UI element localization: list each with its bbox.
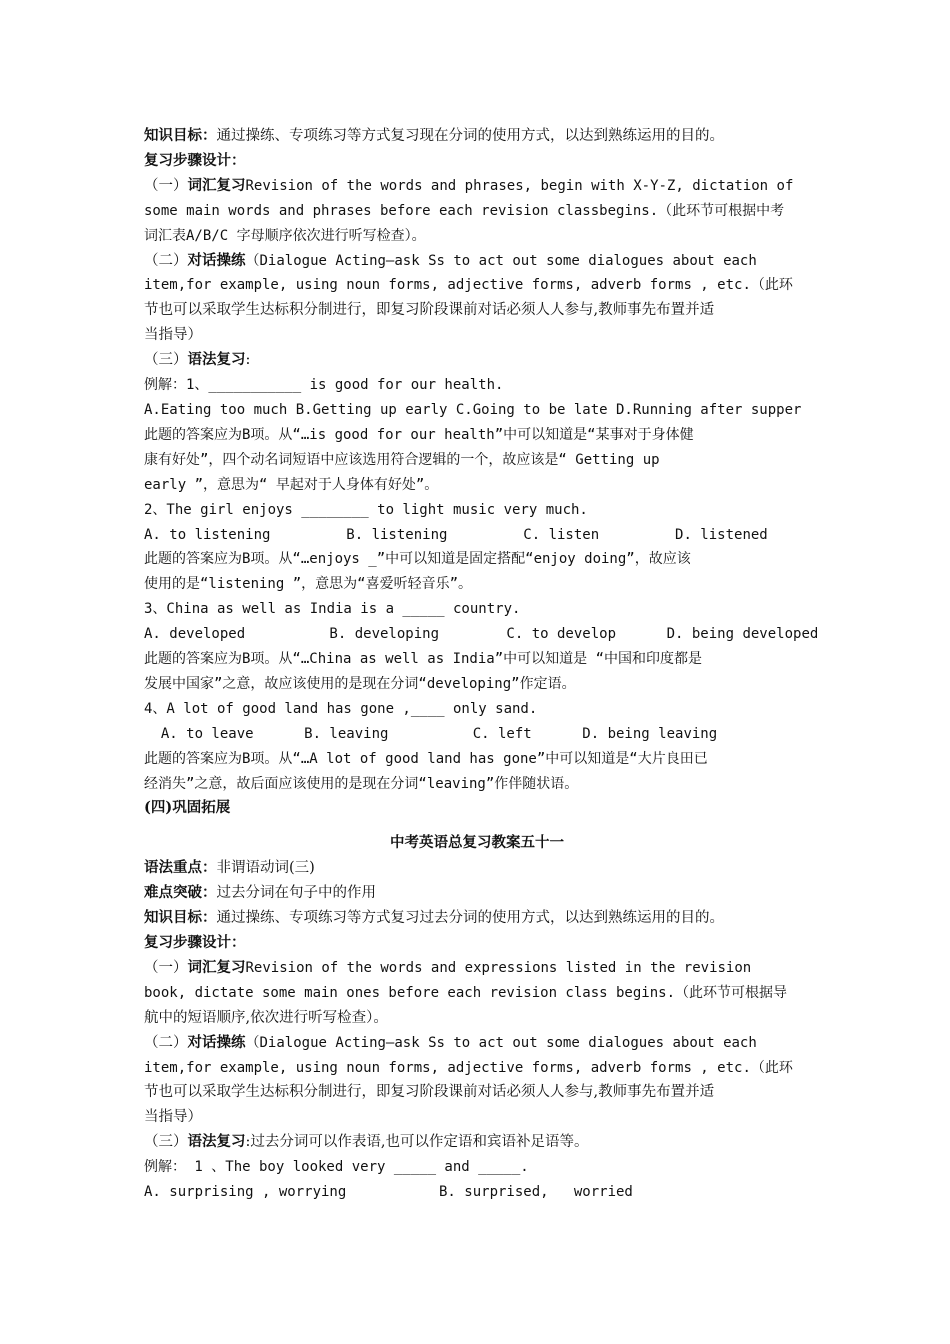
grammar-focus-line: 语法重点：非谓语动词(三) <box>144 859 315 877</box>
objective-line: 知识目标：通过操练、专项练习等方式复习现在分词的使用方式，以达到熟练运用的目的。 <box>144 127 724 144</box>
dialogue-line: （二）对话操练（Dialogue Acting—ask Ss to act out some dialogues about each <box>144 1033 757 1051</box>
dialogue-line: （二）对话操练（Dialogue Acting—ask Ss to act out some dialogues about each <box>144 251 757 269</box>
example-options: A. to listening B. listening C. listen D. listened <box>144 526 768 543</box>
explanation-line: 经消失”之意，故后面应该使用的是现在分词“leaving”作伴随状语。 <box>144 775 579 792</box>
example-question: 例解： 1 、The boy looked very _____ and _____. <box>144 1159 529 1176</box>
vocab-review-line: （一）词汇复习Revision of the words and expressions listed in the revision <box>144 958 752 976</box>
explanation-line: 使用的是“listening ”，意思为“喜爱听轻音乐”。 <box>144 576 473 593</box>
example-question: 例解：1、___________ is good for our health. <box>144 377 504 394</box>
explanation-line: 此题的答案应为B项。从“…China as well as India”中可以知道是 “中国和印度都是 <box>144 651 703 668</box>
text-line: 节也可以采取学生达标积分制进行，即复习阶段课前对话必须人人参与,教师事先布置并适 <box>144 1084 715 1101</box>
text-line: some main words and phrases before each revision classbegins.（此环节可根据中考 <box>144 202 785 219</box>
objective-line: 知识目标：通过操练、专项练习等方式复习过去分词的使用方式，以达到熟练运用的目的。 <box>144 909 724 927</box>
vocab-review-line: （一）词汇复习Revision of the words and phrases, begin with X-Y-Z, dictation of <box>144 176 794 194</box>
grammar-line: （三）语法复习:过去分词可以作表语,也可以作定语和宾语补足语等。 <box>144 1133 589 1151</box>
explanation-line: 此题的答案应为B项。从“…enjoys _”中可以知道是固定搭配“enjoy doing”，故应该 <box>144 551 691 568</box>
example-question: 2、The girl enjoys ________ to light music very much. <box>144 501 588 518</box>
explanation-line: early ”，意思为“ 早起对于人身体有好处”。 <box>144 476 439 493</box>
text-line: 节也可以采取学生达标积分制进行，即复习阶段课前对话必须人人参与,教师事先布置并适 <box>144 302 715 319</box>
explanation-line: 康有好处”，四个动名词短语中应该选用符合逻辑的一个，故应该是“ Getting up <box>144 451 660 468</box>
example-question: 3、China as well as India is a _____ country. <box>144 601 521 618</box>
explanation-line: 此题的答案应为B项。从“…is good for our health”中可以知道是“某事对于身体健 <box>144 426 694 443</box>
example-options: A.Eating too much B.Getting up early C.Going to be late D.Running after supper <box>144 401 802 418</box>
text-line: item,for example, using noun forms, adjective forms, adverb forms , etc.（此环 <box>144 277 793 294</box>
example-options: A. surprising , worrying B. surprised, worried <box>144 1184 633 1201</box>
text-line: book, dictate some main ones before each revision class begins.（此环节可根据导 <box>144 984 788 1001</box>
explanation-line: 发展中国家”之意，故应该使用的是现在分词“developing”作定语。 <box>144 675 576 692</box>
steps-heading: 复习步骤设计： <box>144 934 246 951</box>
text-line: 当指导） <box>144 1109 202 1126</box>
explanation-line: 此题的答案应为B项。从“…A lot of good land has gone”中可以知道是“大片良田已 <box>144 750 708 767</box>
steps-heading: 复习步骤设计： <box>144 151 246 169</box>
grammar-line: （三）语法复习: <box>144 351 251 369</box>
text-line: item,for example, using noun forms, adjective forms, adverb forms , etc.（此环 <box>144 1059 793 1076</box>
text-line: 航中的短语顺序,依次进行听写检查）。 <box>144 1009 388 1026</box>
lesson-title: 中考英语总复习教案五十一 <box>390 834 564 852</box>
text-line: 词汇表A/B/C 字母顺序依次进行听写检查）。 <box>144 227 426 244</box>
example-question: 4、A lot of good land has gone ,____ only sand. <box>144 700 538 717</box>
document-page <box>144 124 819 1205</box>
text-line: 当指导） <box>144 327 202 344</box>
example-options: A. developed B. developing C. to develop D. being developed <box>144 626 819 643</box>
example-options: A. to leave B. leaving C. left D. being leaving <box>144 725 718 742</box>
difficulty-line: 难点突破：过去分词在句子中的作用 <box>144 884 376 902</box>
consolidation-heading: (四)巩固拓展 <box>144 799 231 817</box>
